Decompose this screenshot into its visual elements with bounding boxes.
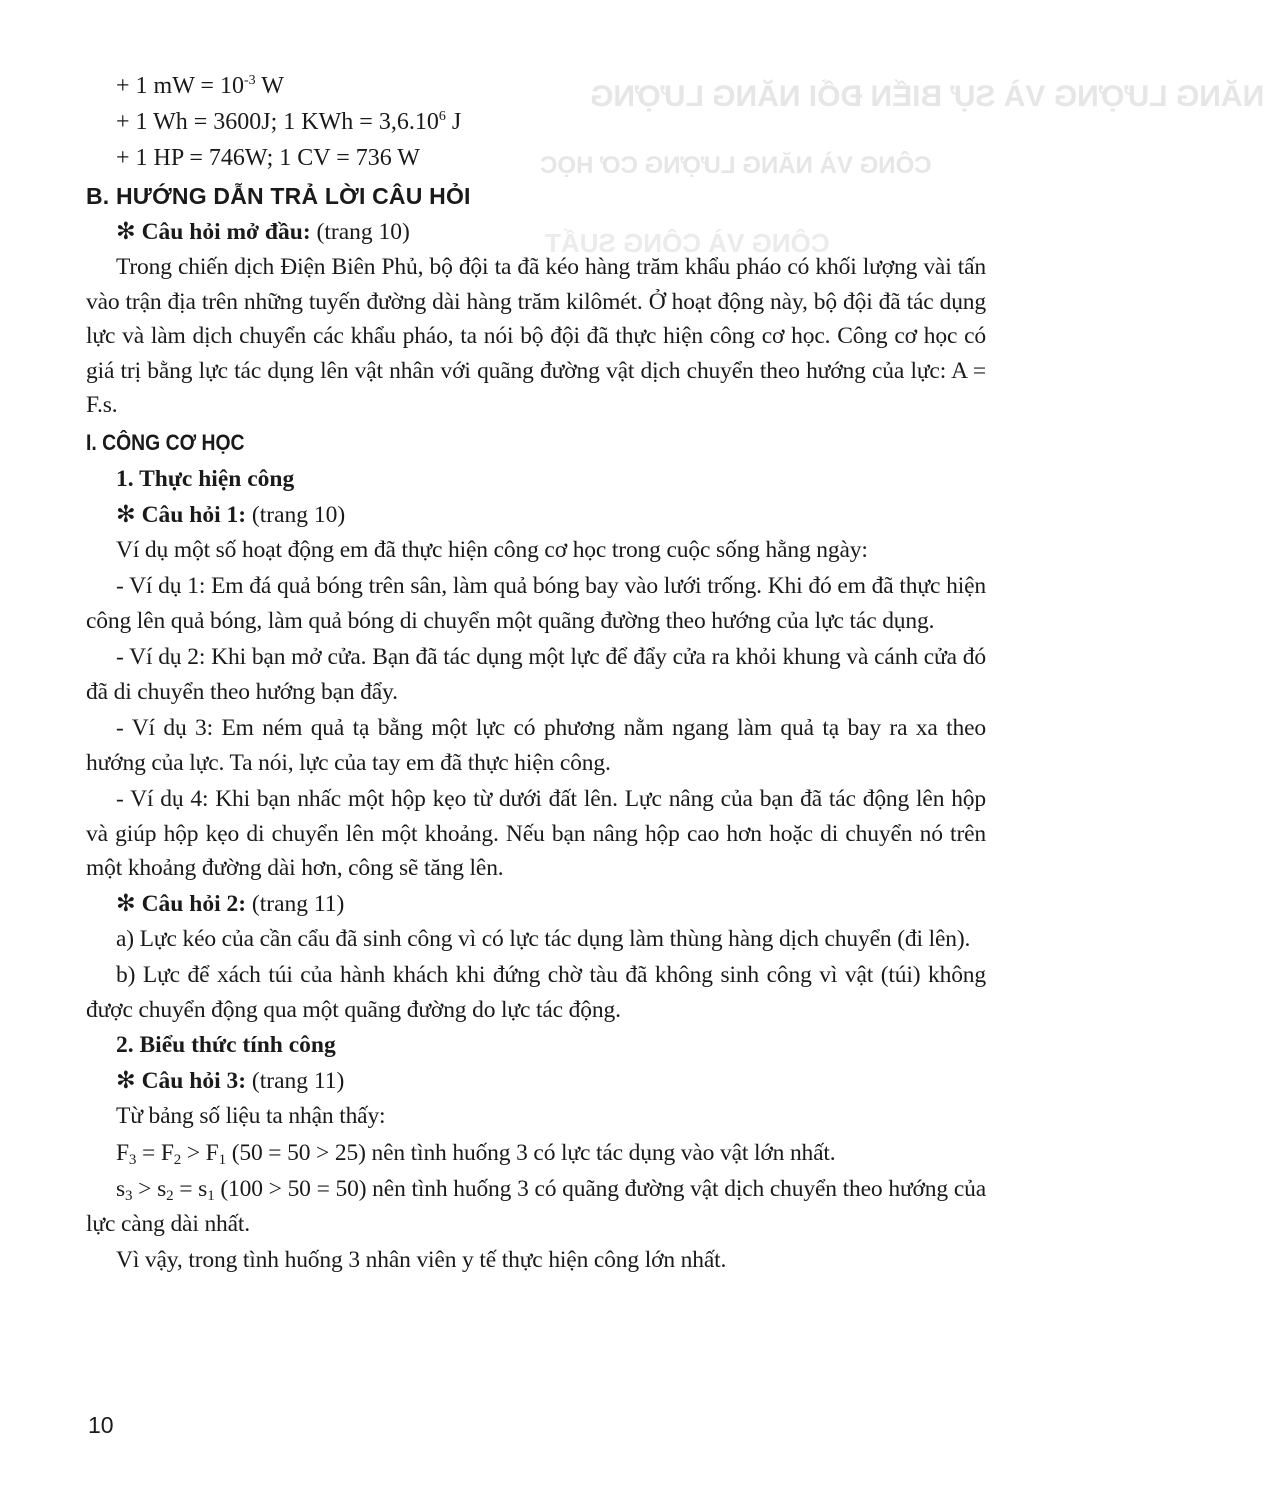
section-heading: B. HƯỚNG DẪN TRẢ LỜI CÂU HỎI [86,183,471,209]
question-heading [86,214,986,250]
subscript: 2 [166,1188,174,1204]
formula-line [86,104,986,140]
bleed-through-text: CÔNG VÀ NĂNG LƯỢNG CƠ HỌC [540,152,932,179]
force-comparison-paragraph [86,1136,986,1171]
question-label: Câu hỏi 1: [141,501,247,528]
symbol: = F [136,1139,174,1166]
question-heading [86,497,986,533]
question-label: Câu hỏi 3: [141,1068,247,1094]
subsection-heading: 2. Biểu thức tính công [116,1032,336,1058]
star-icon: ✻ [116,219,136,245]
formula-exponent: -3 [243,73,256,88]
subscript: 3 [128,1151,137,1168]
page-number: 10 [88,1412,114,1438]
formula-text: J [445,109,462,135]
intro-answer-paragraph: Trong chiến dịch Điện Biên Phủ, bộ đội ta đã kéo hàng trăm khẩu pháo có khối lượng vài tấn vào trận địa trên những tuyến đường dài hàng trăm kilômét. Ở hoạt động này, bộ đội đã tác dụng lực và làm dịch chuyển các khẩu pháo, ta nói bộ đội đã thực hiện công cơ học. Công cơ học có giá trị bằng lực tác dụng lên vật nhân với quãng đường vật dịch chuyển theo hướng của lực: A = F.s. [86,254,986,418]
answer-paragraph: Từ bảng số liệu ta nhận thấy: [116,1103,386,1129]
formula-text: + 1 mW = 10 [116,73,244,99]
comparison-text: (100 > 50 = 50) nên tình huống 3 có quãng đường vật dịch chuyển theo hướng của lực càng dài nhất. [86,1176,986,1237]
question-heading [86,886,986,922]
question-page-ref: (trang 11) [246,1068,345,1094]
formula-text: W [255,73,284,99]
formula-text: + 1 Wh = 3600J; 1 KWh = 3,6.10 [116,109,439,135]
question-page-ref: (trang 11) [246,890,345,917]
page-content [86,68,986,1278]
formula-exponent: 6 [438,109,446,124]
section-heading: I. CÔNG CƠ HỌC [86,429,245,455]
question-label: Câu hỏi 2: [141,890,247,917]
subscript: 1 [218,1151,226,1168]
answer-paragraph: Ví dụ một số hoạt động em đã thực hiện công cơ học trong cuộc sống hằng ngày: [116,536,868,563]
conclusion-paragraph: Vì vậy, trong tình huống 3 nhân viên y tế thực hiện công lớn nhất. [116,1247,727,1273]
subscript: 3 [125,1188,133,1204]
question-page-ref: (trang 10) [246,501,346,528]
symbol: > s [132,1176,167,1202]
star-icon: ✻ [116,890,136,917]
question-page-ref: (trang 10) [310,219,410,245]
formula-line [86,68,986,104]
symbol: > F [181,1139,219,1166]
bleed-through-text: NĂNG LƯỢNG VÀ SỰ BIẾN ĐỔI NĂNG LƯỢNG [590,80,1264,113]
symbol: s [116,1176,125,1202]
symbol: F [116,1139,129,1166]
example-paragraph: - Ví dụ 3: Em ném quả tạ bằng một lực có phương nằm ngang làm quả tạ bay ra xa theo hướng của lực. Ta nói, lực của tay em đã thực hiện công. [86,715,986,776]
formula-line [86,140,986,176]
example-paragraph: - Ví dụ 4: Khi bạn nhấc một hộp kẹo từ dưới đất lên. Lực nâng của bạn đã tác động lên hộp và giúp hộp kẹo di chuyển lên một khoảng. Nếu bạn nâng hộp cao hơn hoặc di chuyển nó trên một khoảng đường dài hơn, công sẽ tăng lên. [86,786,986,881]
answer-paragraph: a) Lực kéo của cần cẩu đã sinh công vì có lực tác dụng làm thùng hàng dịch chuyển (đi lên). [116,925,971,952]
star-icon: ✻ [116,1068,136,1094]
example-paragraph: - Ví dụ 1: Em đá quả bóng trên sân, làm quả bóng bay vào lưới trống. Khi đó em đã thực hiện công lên quả bóng, làm quả bóng di chuyển một quãng đường theo hướng của lực tác dụng. [86,573,986,634]
star-icon: ✻ [116,501,136,528]
answer-paragraph: b) Lực để xách túi của hành khách khi đứng chờ tàu đã không sinh công vì vật (túi) không được chuyển động qua một quãng đường do lực tác động. [86,962,986,1023]
subscript: 2 [173,1151,182,1168]
distance-comparison-paragraph [86,1172,986,1241]
subscript: 1 [207,1188,215,1204]
subsection-heading: 1. Thực hiện công [116,465,295,492]
question-heading [86,1063,986,1099]
comparison-text: (50 = 50 > 25) nên tình huống 3 có lực tác dụng vào vật lớn nhất. [225,1139,836,1166]
question-label: Câu hỏi mở đầu: [141,219,311,245]
example-paragraph: - Ví dụ 2: Khi bạn mở cửa. Bạn đã tác dụng một lực để đẩy cửa ra khỏi khung và cánh cửa đó đã di chuyển theo hướng bạn đẩy. [86,644,986,705]
symbol: = s [173,1176,208,1202]
formula-text: + 1 HP = 746W; 1 CV = 736 W [116,145,420,171]
bleed-through-text: CÔNG VÀ CÔNG SUẤT [545,228,830,258]
